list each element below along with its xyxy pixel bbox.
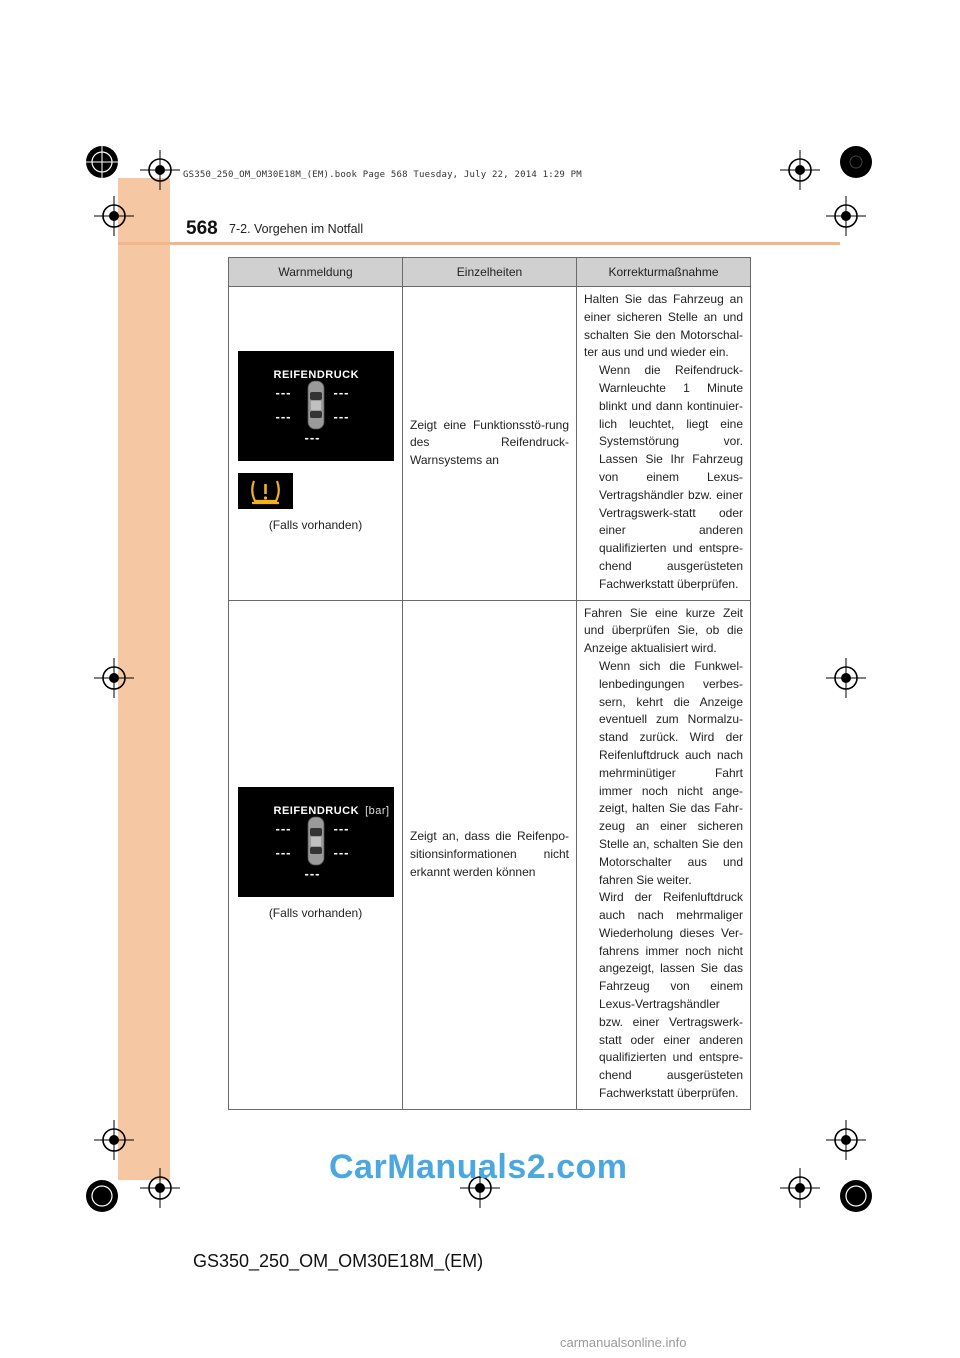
file-stamp: GS350_250_OM_OM30E18M_(EM).book Page 568 Tuesday, July 22, 2014 1:29 PM [183, 170, 582, 180]
footer-model-code: GS350_250_OM_OM30E18M_(EM) [193, 1251, 484, 1271]
header-rule [118, 242, 840, 245]
caption: (Falls vorhanden) [268, 518, 363, 533]
registration-mark-icon [94, 196, 134, 236]
warning-table [228, 257, 751, 1110]
tire-value-rear-right: --- [333, 409, 350, 425]
display-unit: [bar] [365, 804, 390, 817]
action-main-text: Halten Sie das Fahrzeug an einer sicheren Stelle an und schalten Sie den Motorschal-ter aus und und wieder ein. [584, 292, 743, 360]
registration-mark-icon [826, 1120, 866, 1160]
watermark-carmanuals: CarManuals2.com [329, 1148, 628, 1186]
column-header-korrekturmassnahme: Korrekturmaßnahme [577, 258, 751, 287]
registration-mark-icon [834, 1174, 878, 1218]
details-cell: Zeigt eine Funktionsstö-rung des Reifendruck-Warnsystems an [403, 287, 577, 601]
registration-mark-icon [826, 658, 866, 698]
caption: (Falls vorhanden) [268, 905, 363, 920]
registration-mark-icon [780, 1168, 820, 1208]
display-title [274, 803, 390, 821]
display-title-text: REIFENDRUCK [273, 804, 360, 817]
column-header-einzelheiten: Einzelheiten [403, 258, 577, 287]
tire-value-front-right: --- [333, 820, 350, 836]
watermark-online: carmanualsonline.info [560, 1335, 687, 1350]
warning-image-cell [229, 600, 403, 1109]
action-sub-text: Wird der Reifenluftdruck auch nach mehrmaliger Wiederholung dieses Ver-fahrens immer noch nicht angezeigt, lassen Sie das Fahrzeug von einem Lexus-Vertragshändler bzw. einer Vertragswerk-statt oder einer anderen qualifizierten und entspre-chend ausgerüsteten Fachwerkstatt überprüfen. [599, 890, 743, 1101]
action-sub-text: Wenn sich die Funkwel-lenbedingungen verbes-sern, kehrt die Anzeige eventuell zum Normalzu-stand zurück. Wird der Reifenluftdruck auch nach mehrminütiger Fahrt immer noch nicht ange-zeigt, halten Sie das Fahr-zeug an einer sicheren Stelle an, schalten Sie den Motorschalter aus und fahren Sie weiter. [599, 658, 743, 887]
car-top-view-icon [307, 816, 325, 866]
registration-mark-icon [826, 196, 866, 236]
tire-value-spare: --- [304, 865, 321, 881]
registration-mark-icon [834, 140, 878, 184]
tire-value-front-left: --- [275, 385, 292, 401]
page-number: 568 [186, 218, 218, 239]
registration-mark-icon [94, 658, 134, 698]
registration-mark-icon [80, 1174, 124, 1218]
warning-image-cell [229, 287, 403, 601]
tire-pressure-display [238, 351, 394, 461]
column-header-warnmeldung: Warnmeldung [229, 258, 403, 287]
car-top-view-icon [307, 380, 325, 430]
tire-value-front-right: --- [333, 385, 350, 401]
table-row [229, 600, 751, 1109]
registration-mark-icon [140, 150, 180, 190]
tire-value-rear-left: --- [275, 409, 292, 425]
registration-mark-icon [94, 1120, 134, 1160]
tire-value-front-left: --- [275, 820, 292, 836]
tire-pressure-warning-icon [238, 473, 293, 509]
action-main-text: Fahren Sie eine kurze Zeit und überprüfen Sie, ob die Anzeige aktualisiert wird. [584, 605, 743, 656]
tire-pressure-display [238, 787, 394, 897]
section-title: 7-2. Vorgehen im Notfall [229, 222, 364, 236]
table-row [229, 287, 751, 601]
registration-mark-icon [80, 140, 124, 184]
tire-value-rear-left: --- [275, 844, 292, 860]
action-sub-text: Wenn die Reifendruck-Warnleuchte 1 Minute blinkt und dann kontinuier-lich leuchtet, liegt eine Systemstörung vor. Lassen Sie Ihr Fahrzeug von einem Lexus-Vertragshändler bzw. einer Vertragswerk-statt oder einer anderen qualifizierten und entspre-chend ausgerüsteten Fachwerkstatt überprüfen. [599, 363, 743, 591]
tire-value-spare: --- [304, 430, 321, 446]
tire-pressure-warning-lamp [238, 473, 293, 509]
details-cell: Zeigt an, dass die Reifenpo-sitionsinformationen nicht erkannt werden können [403, 600, 577, 1109]
registration-mark-icon [140, 1168, 180, 1208]
display-title: REIFENDRUCK [273, 369, 360, 382]
tire-value-rear-right: --- [333, 844, 350, 860]
action-cell [577, 287, 751, 601]
registration-mark-icon [780, 150, 820, 190]
table-header-row [229, 258, 751, 287]
action-cell [577, 600, 751, 1109]
